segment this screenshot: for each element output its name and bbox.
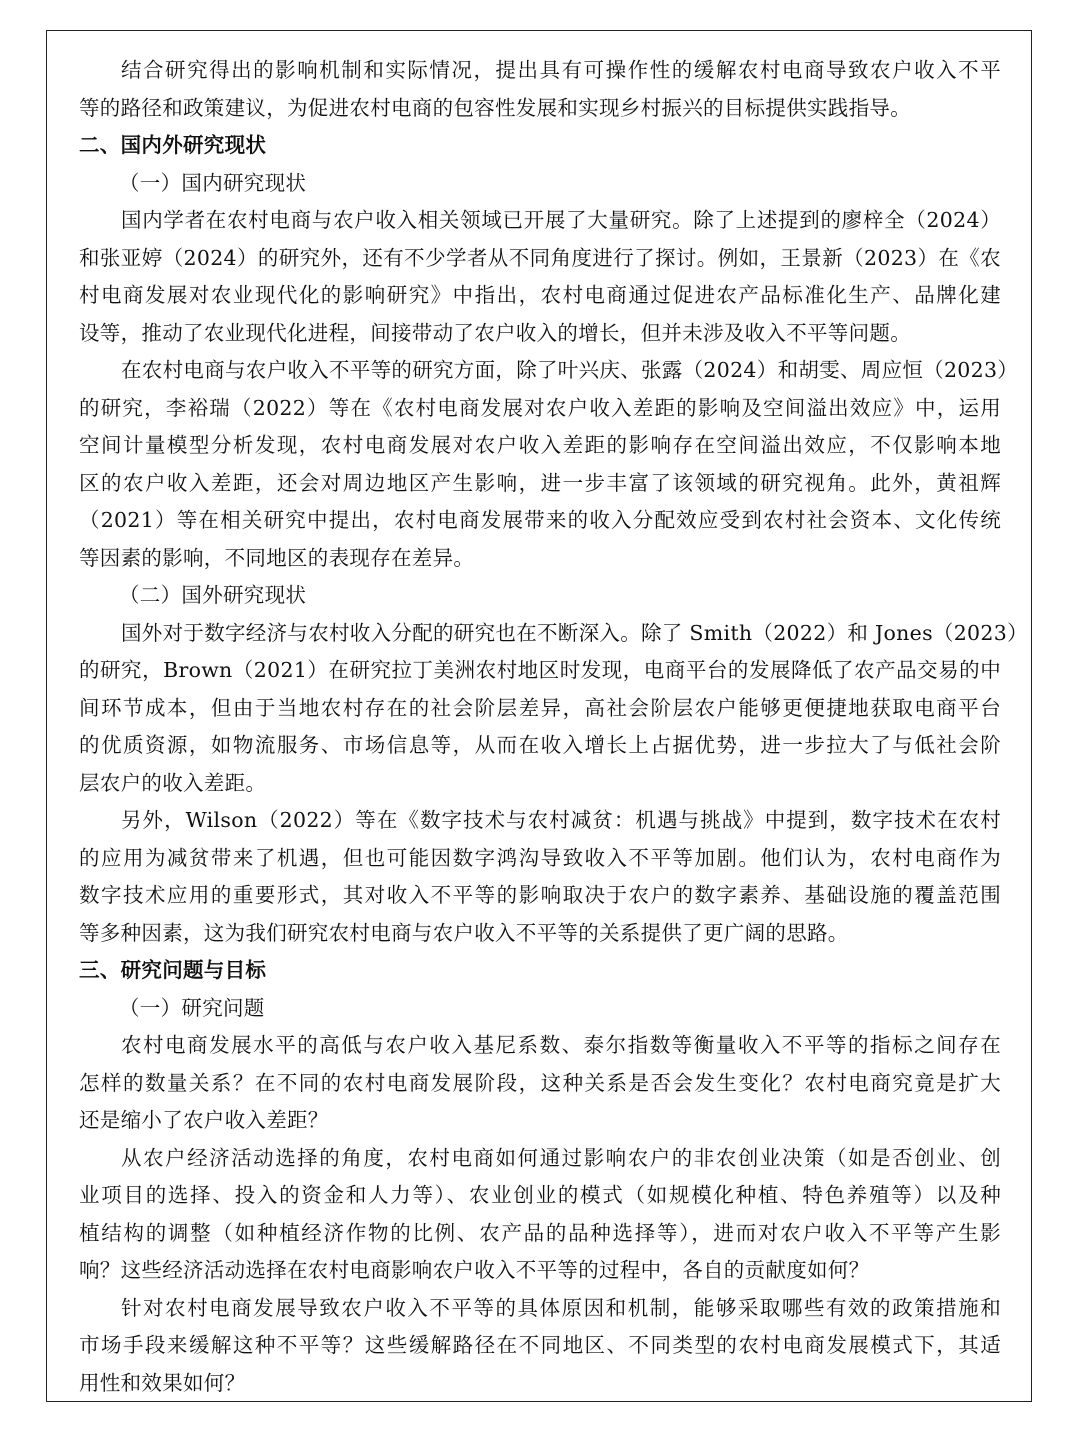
document-body — [79, 52, 1028, 1402]
paragraph-line: 在农村电商与农户收入不平等的研究方面，除了叶兴庆、张露（2024）和胡雯、周应恒（2023） — [121, 358, 1019, 382]
section-heading: 三、研究问题与目标 — [79, 958, 267, 982]
paragraph-line: 间环节成本，但由于当地农村存在的社会阶层差异，高社会阶层农户能够更便捷地获取电商平台 — [79, 695, 1001, 720]
paragraph-line: 业项目的选择、投入的资金和人力等）、农业创业的模式（如规模化种植、特色养殖等）以及种 — [79, 1183, 1001, 1207]
paragraph-line: 还是缩小了农户收入差距？ — [79, 1108, 329, 1132]
paragraph-line: 用性和效果如何？ — [79, 1370, 246, 1395]
paragraph-line: 设等，推动了农业现代化进程，间接带动了农户收入的增长，但并未涉及收入不平等问题。 — [79, 320, 911, 345]
paragraph-line: 等多种因素，这为我们研究农村电商与农户收入不平等的关系提供了更广阔的思路。 — [79, 920, 849, 945]
subsection-heading: （二）国外研究现状 — [119, 583, 307, 607]
paragraph-line: 市场手段来缓解这种不平等？这些缓解路径在不同地区、不同类型的农村电商发展模式下，其适 — [79, 1333, 1001, 1357]
paragraph-line: 的应用为减贫带来了机遇，但也可能因数字鸿沟导致收入不平等加剧。他们认为，农村电商作为 — [79, 845, 1001, 870]
section-heading: 二、国内外研究现状 — [79, 133, 267, 157]
paragraph-line: 植结构的调整（如种植经济作物的比例、农产品的品种选择等），进而对农户收入不平等产生影 — [79, 1220, 1001, 1245]
paragraph-line: 结合研究得出的影响机制和实际情况，提出具有可操作性的缓解农村电商导致农户收入不平 — [121, 58, 1001, 82]
paragraph-line: 等因素的影响，不同地区的表现存在差异。 — [79, 545, 475, 570]
paragraph-line: （2021）等在相关研究中提出，农村电商发展带来的收入分配效应受到农村社会资本、文化传统 — [79, 508, 1001, 532]
paragraph-line: 农村电商发展水平的高低与农户收入基尼系数、泰尔指数等衡量收入不平等的指标之间存在 — [121, 1033, 1001, 1057]
paragraph-line: 数字技术应用的重要形式，其对收入不平等的影响取决于农户的数字素养、基础设施的覆盖范围 — [79, 883, 1001, 907]
paragraph-line: 另外，Wilson（2022）等在《数字技术与农村减贫：机遇与挑战》中提到，数字技术在农村 — [121, 808, 1001, 832]
paragraph-line: 等的路径和政策建议，为促进农村电商的包容性发展和实现乡村振兴的目标提供实践指导。 — [79, 95, 911, 120]
paragraph-line: 针对农村电商发展导致农户收入不平等的具体原因和机制，能够采取哪些有效的政策措施和 — [121, 1295, 1001, 1320]
paragraph-line: 和张亚婷（2024）的研究外，还有不少学者从不同角度进行了探讨。例如，王景新（2023）在《农 — [79, 245, 1001, 270]
paragraph-line: 的优质资源，如物流服务、市场信息等，从而在收入增长上占据优势，进一步拉大了与低社会阶 — [79, 733, 1001, 757]
paragraph-line: 响？这些经济活动选择在农村电商影响农户收入不平等的过程中，各自的贡献度如何？ — [79, 1258, 870, 1282]
paragraph-line: 层农户的收入差距。 — [79, 770, 267, 795]
paragraph-line: 从农户经济活动选择的角度，农村电商如何通过影响农户的非农创业决策（如是否创业、创 — [121, 1145, 1001, 1170]
paragraph-line: 村电商发展对农业现代化的影响研究》中指出，农村电商通过促进农产品标准化生产、品牌化建 — [79, 283, 1001, 307]
paragraph-line: 国内学者在农村电商与农户收入相关领域已开展了大量研究。除了上述提到的廖梓全（2024） — [121, 208, 1001, 232]
paragraph-line: 的研究，李裕瑞（2022）等在《农村电商发展对农户收入差距的影响及空间溢出效应》中，运用 — [79, 395, 1001, 420]
paragraph-line: 国外对于数字经济与农村收入分配的研究也在不断深入。除了 Smith（2022）和 Jones（2023） — [121, 620, 1028, 645]
subsection-heading: （一）研究问题 — [119, 995, 265, 1020]
paragraph-line: 的研究，Brown（2021）在研究拉丁美洲农村地区时发现，电商平台的发展降低了农产品交易的中 — [79, 658, 1001, 682]
paragraph-line: 空间计量模型分析发现，农村电商发展对农户收入差距的影响存在空间溢出效应，不仅影响本地 — [79, 433, 1001, 457]
paragraph-line: 区的农户收入差距，还会对周边地区产生影响，进一步丰富了该领域的研究视角。此外，黄祖辉 — [79, 470, 1001, 495]
paragraph-line: 怎样的数量关系？在不同的农村电商发展阶段，这种关系是否会发生变化？农村电商究竟是扩大 — [79, 1070, 1001, 1095]
subsection-heading: （一）国内研究现状 — [119, 170, 307, 195]
